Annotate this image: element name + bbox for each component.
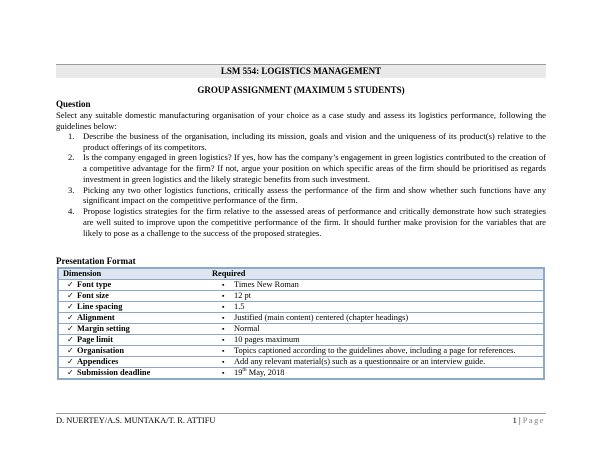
dimension-label: Page limit <box>77 335 114 344</box>
deadline-day: 19 <box>234 368 243 377</box>
table-row <box>58 368 544 380</box>
item-number: 1. <box>68 131 75 141</box>
bullet-icon: ▪ <box>222 369 225 377</box>
bullet-icon: ▪ <box>222 314 225 322</box>
required-value: 1.5 <box>234 302 245 311</box>
table-row <box>58 291 544 302</box>
bullet-icon: ▪ <box>222 336 225 344</box>
check-icon: ✓ <box>67 357 74 366</box>
bullet-icon: ▪ <box>222 303 225 311</box>
presentation-format-table <box>57 267 545 380</box>
bullet-icon: ▪ <box>222 292 225 300</box>
footer-page-number <box>513 416 545 427</box>
required-column-header: Required <box>208 268 544 280</box>
item-text: Picking any two other logistics functions, critically assess the performance of the firm and show whether such functions have any significant impact on the competitive performance of the firm. <box>83 184 546 206</box>
page-separator: | <box>516 416 523 425</box>
required-value: Add any relevant material(s) such as a questionnaire or an interview guide. <box>234 357 486 366</box>
bullet-icon: ▪ <box>222 325 225 333</box>
table-row <box>58 280 544 291</box>
dimension-column-header: Dimension <box>58 268 208 280</box>
item-text: Propose logistics strategies for the firm relative to the assessed areas of performance and critically demonstrate how such strategies are well suited to improve upon the competitive performance of the firm. It should further make provision for the variables that are likely to pose as a challenge to the success of the proposed strategies. <box>83 206 546 238</box>
check-icon: ✓ <box>67 335 74 344</box>
bullet-icon: ▪ <box>222 358 225 366</box>
check-icon: ✓ <box>67 324 74 333</box>
table-row <box>58 335 544 346</box>
deadline-rest: May, 2018 <box>246 368 285 377</box>
check-icon: ✓ <box>67 291 74 300</box>
dimension-label: Line spacing <box>77 302 123 311</box>
check-icon: ✓ <box>67 280 74 289</box>
deadline-day-suffix: th <box>242 367 247 374</box>
required-value: Justified (main content) centered (chapter headings) <box>234 313 409 322</box>
question-item <box>56 185 546 206</box>
check-icon: ✓ <box>67 368 74 377</box>
check-icon: ✓ <box>67 346 74 355</box>
table-row <box>58 346 544 357</box>
dimension-label: Font type <box>77 280 112 289</box>
course-title: LSM 554: LOGISTICS MANAGEMENT <box>56 65 546 78</box>
question-intro: Select any suitable domestic manufacturing organisation of your choice as a case study and assess its logistics performance, following the guidelines below: <box>56 110 546 131</box>
dimension-label: Margin setting <box>77 324 130 333</box>
item-text: Is the company engaged in green logistics? If yes, how has the company’s engagement in green logistics contributed to the creation of a competitive advantage for the firm? If not, argue your position on which specific areas of the firm should be prioritised as regards investment in green logistics and the likely strategic benefits from such investment. <box>83 152 546 184</box>
question-list <box>56 131 546 238</box>
dimension-label: Organisation <box>77 346 124 355</box>
assignment-subtitle: GROUP ASSIGNMENT (MAXIMUM 5 STUDENTS) <box>197 85 405 95</box>
footer-authors: D. NUERTEY/A.S. MUNTAKA/T. R. ATTIFU <box>56 416 216 425</box>
check-icon: ✓ <box>67 302 74 311</box>
table-header-row <box>58 268 544 280</box>
required-value: Normal <box>234 324 260 333</box>
item-text: Describe the business of the organisation, including its mission, goals and vision and the uniqueness of its product(s) relative to the product offerings of its competitors. <box>83 131 546 152</box>
dimension-label: Font size <box>77 291 109 300</box>
dimension-label: Appendices <box>77 357 119 366</box>
page-number: 1 <box>512 416 517 425</box>
page-word: Page <box>522 416 545 425</box>
table-row <box>58 324 544 335</box>
check-icon: ✓ <box>67 313 74 322</box>
bullet-icon: ▪ <box>222 281 225 289</box>
item-number: 4. <box>68 206 75 217</box>
item-number: 2. <box>68 152 75 163</box>
footer-rule <box>56 413 546 414</box>
presentation-format-heading: Presentation Format <box>56 256 136 266</box>
required-value: 10 pages maximum <box>234 335 300 344</box>
item-number: 3. <box>68 184 75 195</box>
dimension-label: Submission deadline <box>77 368 151 377</box>
table-row <box>58 313 544 324</box>
table-row <box>58 302 544 313</box>
dimension-label: Alignment <box>77 313 115 322</box>
question-item <box>56 152 546 184</box>
table-row <box>58 357 544 368</box>
required-value: 12 pt <box>234 291 251 300</box>
question-item <box>56 206 546 238</box>
question-item <box>56 131 546 152</box>
required-value: Times New Roman <box>234 280 299 289</box>
question-heading: Question <box>56 99 91 109</box>
bullet-icon: ▪ <box>222 347 225 355</box>
required-value: Topics captioned according to the guidelines above, including a page for references. <box>234 346 516 355</box>
